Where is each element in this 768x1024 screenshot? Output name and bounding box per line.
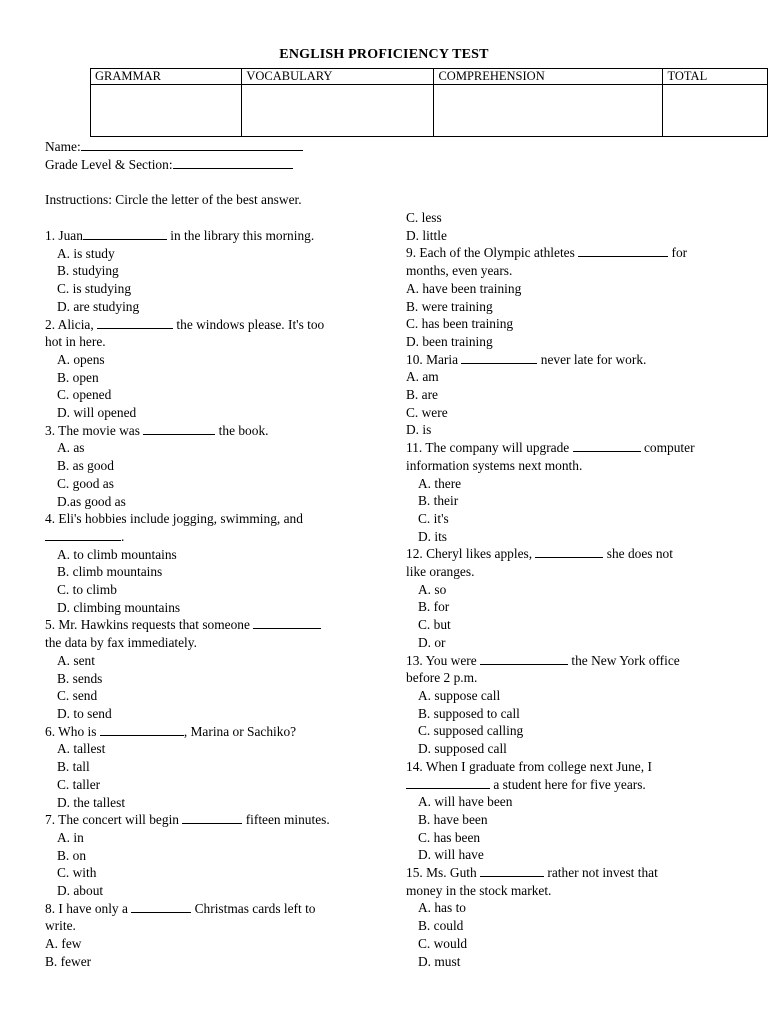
option[interactable]: D. the tallest xyxy=(57,794,126,810)
option[interactable]: A. so xyxy=(418,581,447,597)
instructions: Instructions: Circle the letter of the best answer. xyxy=(45,192,302,207)
option[interactable]: A. tallest xyxy=(57,741,106,757)
question-2-cont: hot in here. xyxy=(45,334,106,350)
right-column xyxy=(406,209,756,970)
question-13-cont: before 2 p.m. xyxy=(406,670,478,686)
option[interactable]: A. have been training xyxy=(406,280,522,296)
option[interactable]: B. supposed to call xyxy=(418,705,520,721)
answer-blank[interactable] xyxy=(100,723,184,736)
question-8-cont: write. xyxy=(45,918,76,934)
name-label: Name: xyxy=(45,139,81,154)
option[interactable]: C. would xyxy=(418,935,468,951)
option[interactable]: D. will opened xyxy=(57,405,137,421)
answer-blank[interactable] xyxy=(143,422,215,435)
name-field[interactable] xyxy=(45,138,303,156)
option[interactable]: D. been training xyxy=(406,333,493,349)
question-13: 13. You were the New York office xyxy=(406,652,680,668)
option[interactable]: C. taller xyxy=(57,776,101,792)
option[interactable]: C. has been training xyxy=(406,316,514,332)
option[interactable]: A. few xyxy=(45,936,82,952)
answer-blank[interactable] xyxy=(535,545,603,558)
option[interactable]: D.as good as xyxy=(57,493,126,509)
score-header-comprehension: COMPREHENSION xyxy=(434,69,663,85)
option[interactable]: C. were xyxy=(406,404,448,420)
option[interactable]: D. little xyxy=(406,227,447,243)
question-11: 11. The company will upgrade computer xyxy=(406,440,695,456)
option[interactable]: B. climb mountains xyxy=(57,564,163,580)
option[interactable]: C. less xyxy=(406,210,442,225)
answer-blank[interactable] xyxy=(182,811,242,824)
option[interactable]: B. could xyxy=(418,918,464,934)
option[interactable]: D. to send xyxy=(57,705,112,721)
option[interactable]: C. supposed calling xyxy=(418,723,524,739)
question-4: 4. Eli's hobbies include jogging, swimming, and xyxy=(45,511,303,527)
option[interactable]: B. studying xyxy=(57,263,119,279)
question-1: 1. Juan in the library this morning. xyxy=(45,228,315,243)
option[interactable]: D. its xyxy=(418,528,448,544)
grade-field[interactable] xyxy=(45,156,293,174)
option[interactable]: C. good as xyxy=(57,475,114,491)
question-11-cont: information systems next month. xyxy=(406,457,583,473)
answer-blank[interactable] xyxy=(45,528,121,541)
option[interactable]: D. is xyxy=(406,422,432,438)
grade-blank[interactable] xyxy=(173,156,293,169)
answer-blank[interactable] xyxy=(97,316,173,329)
question-3: 3. The movie was the book. xyxy=(45,422,269,438)
option[interactable]: D. or xyxy=(418,634,446,650)
option[interactable]: C. opened xyxy=(57,387,112,403)
question-2: 2. Alicia, the windows please. It's too xyxy=(45,316,325,332)
question-8: 8. I have only a Christmas cards left to xyxy=(45,900,316,916)
score-header-total: TOTAL xyxy=(663,69,768,85)
option[interactable]: D. must xyxy=(418,953,461,969)
option[interactable]: A. sent xyxy=(57,652,95,668)
question-6: 6. Who is , Marina or Sachiko? xyxy=(45,723,297,739)
option[interactable]: D. will have xyxy=(418,847,484,863)
option[interactable]: B. tall xyxy=(57,759,90,775)
score-table xyxy=(90,68,768,137)
option[interactable]: D. climbing mountains xyxy=(57,599,181,615)
score-cell-grammar[interactable] xyxy=(91,85,242,137)
answer-blank[interactable] xyxy=(461,351,537,364)
option[interactable]: C. but xyxy=(418,617,451,633)
question-9-cont: months, even years. xyxy=(406,263,513,279)
option[interactable]: C. is studying xyxy=(57,281,132,297)
option[interactable]: B. their xyxy=(418,493,459,509)
grade-label: Grade Level & Section: xyxy=(45,157,173,172)
question-12-cont: like oranges. xyxy=(406,564,475,580)
question-9: 9. Each of the Olympic athletes for xyxy=(406,245,688,261)
option[interactable]: C. has been xyxy=(418,829,481,845)
option[interactable]: A. as xyxy=(57,440,85,456)
answer-blank[interactable] xyxy=(573,439,641,452)
option[interactable]: B. are xyxy=(406,387,438,403)
answer-blank[interactable] xyxy=(578,244,668,257)
answer-blank[interactable] xyxy=(253,616,321,629)
question-15-cont: money in the stock market. xyxy=(406,882,552,898)
option[interactable]: A. there xyxy=(418,475,462,491)
option[interactable]: B. open xyxy=(57,369,99,385)
question-14-cont: a student here for five years. xyxy=(406,776,756,794)
answer-blank[interactable] xyxy=(131,900,191,913)
option[interactable]: A. am xyxy=(406,369,439,385)
question-5-cont: the data by fax immediately. xyxy=(45,635,197,651)
score-cell-total[interactable] xyxy=(663,85,768,137)
option[interactable]: A. has to xyxy=(418,900,466,916)
question-15: 15. Ms. Guth rather not invest that xyxy=(406,865,658,881)
option[interactable]: B. fewer xyxy=(45,953,92,969)
option[interactable]: C. send xyxy=(57,688,98,704)
question-7: 7. The concert will begin fifteen minutes. xyxy=(45,812,330,828)
option[interactable]: A. will have been xyxy=(418,794,513,810)
option[interactable]: A. opens xyxy=(57,351,105,367)
answer-blank[interactable] xyxy=(83,227,167,240)
option[interactable]: A. is study xyxy=(57,245,115,261)
score-cell-comprehension[interactable] xyxy=(434,85,663,137)
option[interactable]: C. to climb xyxy=(57,582,117,598)
left-column xyxy=(45,227,375,971)
option[interactable]: C. with xyxy=(57,865,97,881)
option[interactable]: D. about xyxy=(57,883,104,899)
option[interactable]: A. in xyxy=(57,829,84,845)
answer-blank[interactable] xyxy=(480,652,568,665)
answer-blank[interactable] xyxy=(480,864,544,877)
option[interactable]: D. supposed call xyxy=(418,741,507,757)
option[interactable]: D. are studying xyxy=(57,298,140,314)
question-4-cont: . xyxy=(45,528,375,546)
question-5: 5. Mr. Hawkins requests that someone xyxy=(45,616,375,634)
option[interactable]: A. suppose call xyxy=(418,687,501,703)
option[interactable]: B. on xyxy=(57,847,87,863)
score-header-grammar: GRAMMAR xyxy=(91,69,242,85)
question-12: 12. Cheryl likes apples, she does not xyxy=(406,546,673,562)
question-10: 10. Maria never late for work. xyxy=(406,351,647,367)
option[interactable]: B. as good xyxy=(57,458,114,474)
test-title: ENGLISH PROFICIENCY TEST xyxy=(279,47,489,62)
option[interactable]: A. to climb mountains xyxy=(57,546,177,562)
option[interactable]: C. it's xyxy=(418,510,449,526)
option[interactable]: B. for xyxy=(418,599,450,615)
option[interactable]: B. have been xyxy=(418,811,488,827)
answer-blank[interactable] xyxy=(406,776,490,789)
name-blank[interactable] xyxy=(81,138,303,151)
option[interactable]: B. sends xyxy=(57,670,103,686)
option[interactable]: B. were training xyxy=(406,298,493,314)
question-14: 14. When I graduate from college next June, I xyxy=(406,758,652,774)
score-header-vocabulary: VOCABULARY xyxy=(242,69,434,85)
score-cell-vocabulary[interactable] xyxy=(242,85,434,137)
